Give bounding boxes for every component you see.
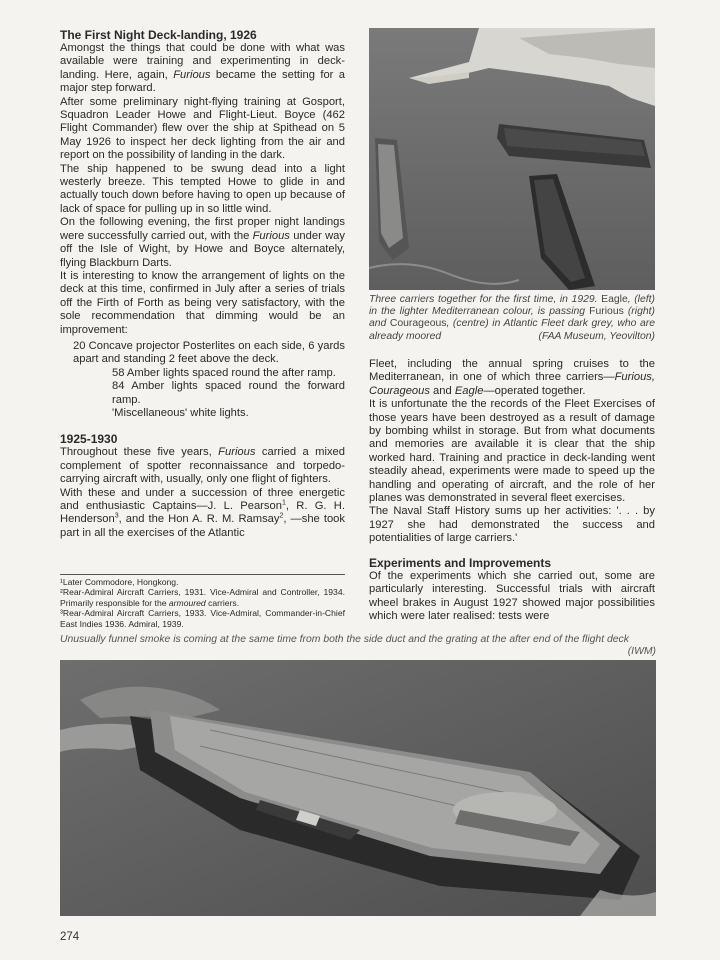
- paragraph: The ship happened to be swung dead into a light westerly breeze. This tempted Howe to glide in and actually touch down before having to open up because of lack of space for pulling up in so little wind.: [60, 162, 345, 215]
- footnote-3: ³Rear-Admiral Aircraft Carriers, 1933. Vice-Admiral, Commander-in-Chief East Indies 1936. Admiral, 1939.: [60, 608, 345, 629]
- paragraph: With these and under a succession of three energetic and enthusiastic Captains—J. L. Pearson$^1$, R. G. H. Henderson$^3$, and the Hon A. R. M. Ramsay$^2$, —she took part in all the exercises of the Atlantic: [60, 486, 345, 539]
- footnotes: [60, 574, 345, 629]
- list-item: 84 Amber lights spaced round the forward ramp.: [112, 380, 345, 406]
- section-heading-experiments: Experiments and Improvements: [369, 555, 552, 570]
- photo-caption-top: Three carriers together for the first time, in 1929. Eagle, (left) in the lighter Mediterranean colour, is passing Furious (right) and Courageous, (centre) in Atlantic Fleet dark grey, who are already moored (FAA Museum, Yeovilton): [369, 294, 655, 342]
- list-item: 58 Amber lights spaced round the after ramp.: [112, 366, 336, 379]
- photo-credit: (IWM): [627, 646, 656, 658]
- page-number: 274: [60, 931, 80, 943]
- list-item: 'Miscellaneous' white lights.: [112, 406, 249, 419]
- paragraph: It is interesting to know the arrangement of lights on the deck at this time, confirmed in July after a series of trials off the Firth of Forth as being very satisfactory, with the sole recommendation that dimming would be an improvement:: [60, 269, 345, 336]
- section-heading-1925-1930: 1925-1930: [60, 432, 118, 447]
- left-column: [60, 28, 345, 540]
- paragraph: Throughout these five years, Furious carried a mixed complement of spotter reconnaissance and torpedo-carrying aircraft with, usually, only one flight of fighters.: [60, 446, 345, 486]
- photo-furious-smoke: [60, 660, 656, 916]
- photo-credit: (FAA Museum, Yeovilton): [538, 330, 655, 342]
- paragraph: After some preliminary night-flying training at Gosport, Squadron Leader Howe and Flight-Lieut. Boyce (462 Flight Commander) flew over the ship at Spithead on 5 May 1926 to inspect her deck lighting from the air and report on the possibility of landing in the dark.: [60, 95, 345, 162]
- right-column: [369, 358, 655, 623]
- paragraph: It is unfortunate the the records of the Fleet Exercises of those years have been destroyed as a result of damage by bombing whilst in storage. But from what documents and memories are available it is clear that the ship worked hard. Training and practice in deck-landing went steadily ahead, experiments were made to speed up the handling and operating of aircraft, and the role of her planes was demonstrated in several fleet exercises.: [369, 398, 655, 505]
- footnote-1: ¹Later Commodore, Hongkong.: [60, 577, 179, 587]
- photo-caption-bottom: Unusually funnel smoke is coming at the same time from both the side duct and the grating at the after end of the flight deck (IWM): [60, 634, 656, 658]
- deck-lights-list: [60, 340, 345, 420]
- list-item: 20 Concave projector Posterlites on each side, 6 yards apart and standing 2 feet above the deck.: [73, 339, 345, 366]
- paragraph: Amongst the things that could be done with what was available were training and experimenting in deck-landing. Here, again, Furious became the setting for a major step forward.: [60, 42, 346, 95]
- section-heading-night-landing: The First Night Deck-landing, 1926: [60, 28, 257, 42]
- paragraph: On the following evening, the first proper night landings were successfully carried out, with the Furious under way off the Isle of Wight, by Howe and Boyce alternately, flying Blackburn Darts.: [60, 216, 345, 269]
- paragraph: Of the experiments which she carried out, some are particularly interesting. Successful trials with aircraft wheel brakes in August 1927 showed major possibilities which were later realised: tests were: [369, 569, 655, 622]
- photo-three-carriers: [369, 28, 655, 290]
- paragraph: The Naval Staff History sums up her activities: '. . . by 1927 she had demonstrated the success and potentialities of large carriers.': [369, 505, 655, 545]
- footnote-2: ²Rear-Admiral Aircraft Carriers, 1931. Vice-Admiral and Controller, 1934. Primarily responsible for the armoured carriers.: [60, 587, 345, 608]
- paragraph: Fleet, including the annual spring cruises to the Mediterranean, in one of which three carriers—Furious, Courageous and Eagle—operated together.: [369, 358, 655, 397]
